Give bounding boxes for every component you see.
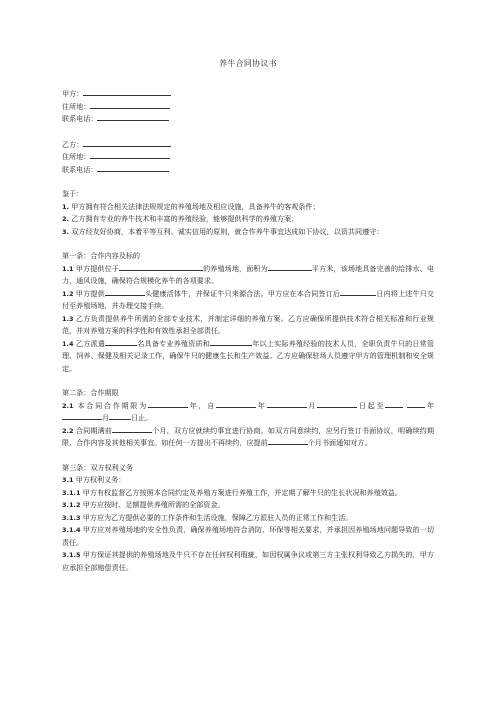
document-body: [62, 88, 434, 574]
end-month-blank: [62, 412, 102, 420]
clause-1-1: 1.1 甲方提供位于 的养殖场地，面积为 平方米，该场地具备完善的给排水、电力、通风设施，确保符合规模化养牛的各项要求。: [62, 263, 434, 285]
term-years-blank: [148, 400, 188, 408]
party-a-name-blank: [83, 88, 171, 96]
party-a-phone-blank: [97, 113, 169, 121]
clause-3-1-item: 3.1.3 甲方应为乙方提供必要的工作条件和生活设施，保障乙方派驻人员的正常工作和生活。: [62, 512, 353, 522]
site-location-blank: [119, 263, 203, 271]
party-a-address-blank: [90, 101, 170, 109]
clause-1-4: 1.4 乙方派遣 名具备专业养殖资质和 年以上实际养殖经验的技术人员，全职负责牛只的日常管理、饲养、保健及相关记录工作，确保牛只的健康生长和生产效益。乙方应确保驻场人员遵守甲方的管理机制和安全规定。: [62, 338, 435, 373]
party-b-phone-blank: [97, 164, 169, 172]
preamble-item: 1. 甲方拥有符合相关法律法规规定的养殖场地及相应设施，具备养牛的客观条件；: [62, 201, 320, 211]
article-1-section: [62, 250, 434, 375]
clause-3-1-item: 3.1.5 甲方保证其提供的养殖场地及牛只不存在任何权利瑕疵，如因权属争议或第三方主张权利导致乙方损失的，甲方应承担全部赔偿责任。: [62, 550, 434, 572]
party-b-name-line: [62, 139, 434, 152]
experience-years-blank: [210, 338, 252, 346]
end-year-blank-a: [385, 400, 403, 408]
party-b-phone-line: [62, 164, 434, 177]
article-3-section: [62, 462, 434, 575]
party-a-phone-line: [62, 113, 434, 126]
party-b-name-blank: [83, 139, 171, 147]
renewal-months-blank: [112, 425, 152, 433]
party-a-block: [62, 88, 434, 126]
end-year-blank-b: [407, 400, 425, 408]
delivery-days-blank-a: [340, 288, 358, 296]
staff-count-blank: [105, 338, 137, 346]
clause-1-3: 1.3 乙方负责提供养牛所需的全部专业技术，并制定详细的养殖方案。乙方应确保所提供技术符合相关标准和行业规范，并对养殖方案的科学性和有效性承担全部责任。: [62, 313, 434, 335]
delivery-days-blank-b: [358, 288, 376, 296]
article-1-heading: 第一条：合作内容及标的: [62, 251, 141, 260]
party-a-address-line: [62, 101, 434, 114]
clause-1-2: 1.2 甲方提供 头健康活体牛，并保证牛只来源合法。甲方应在本合同签订后 日内将上述牛只交付至养殖场地，并办理交接手续。: [62, 288, 434, 310]
clause-2-2: 2.2 合同期满前 个月，双方应就续约事宜进行协商。如双方同意续约，应另行签订书面协议，明确续约期限、合作内容及其他相关事宜。如任何一方提出不再续约，应提前 个月书面通知对方。: [62, 425, 434, 447]
party-b-address-label: 住所地：: [62, 152, 91, 161]
start-month-blank: [267, 400, 307, 408]
start-year-blank: [216, 400, 256, 408]
clause-3-1-item: 3.1.4 甲方应对养殖场地的安全性负责，确保养殖场地符合消防、环保等相关要求，并承担因养殖场地问题导致的一切责任。: [62, 525, 434, 547]
clause-3-1: 3.1 甲方权利义务：: [62, 475, 126, 484]
cattle-count-blank: [105, 288, 145, 296]
party-a-phone-label: 联系电话：: [62, 114, 98, 123]
clause-3-1-item: 3.1.2 甲方应按时、足额提供养殖所需的全部资金。: [62, 500, 225, 509]
clause-2-1: 2.1 本合同合作期限为 年，自 年 月 日起至 年月 日止。: [62, 400, 435, 422]
notice-months-blank: [268, 437, 308, 445]
preamble-heading: 鉴于：: [62, 189, 84, 198]
article-3-heading: 第三条：双方权利义务: [62, 462, 133, 472]
party-b-phone-label: 联系电话：: [62, 164, 98, 174]
preamble-item: 3. 双方经友好协商，本着平等互利、诚实信用的原则，就合作养牛事宜达成如下协议，以资共同遵守：: [62, 226, 384, 236]
site-area-blank: [268, 263, 312, 271]
preamble-section: [62, 188, 434, 238]
article-2-heading: 第二条：合作期限: [62, 388, 119, 397]
party-b-block: [62, 139, 434, 177]
party-b-address-line: [62, 151, 434, 164]
party-b-address-blank: [90, 151, 170, 159]
preamble-item: 2. 乙方拥有专业的养牛技术和丰富的养殖经验，能够提供科学的养殖方案；: [62, 214, 299, 223]
article-2-section: [62, 387, 434, 450]
clause-3-1-item: 3.1.1 甲方有权监督乙方按照本合同约定及养殖方案进行养殖工作，并定期了解牛只的生长状况和养殖效益。: [62, 487, 402, 497]
document-title: 养牛合同协议书: [218, 59, 278, 68]
end-day-blank: [109, 412, 131, 420]
party-b-name-label: 乙方：: [62, 139, 84, 149]
start-day-blank: [317, 400, 357, 408]
party-a-name-line: [62, 88, 434, 101]
party-a-name-label: 甲方：: [62, 89, 84, 98]
party-a-address-label: 住所地：: [62, 101, 91, 111]
